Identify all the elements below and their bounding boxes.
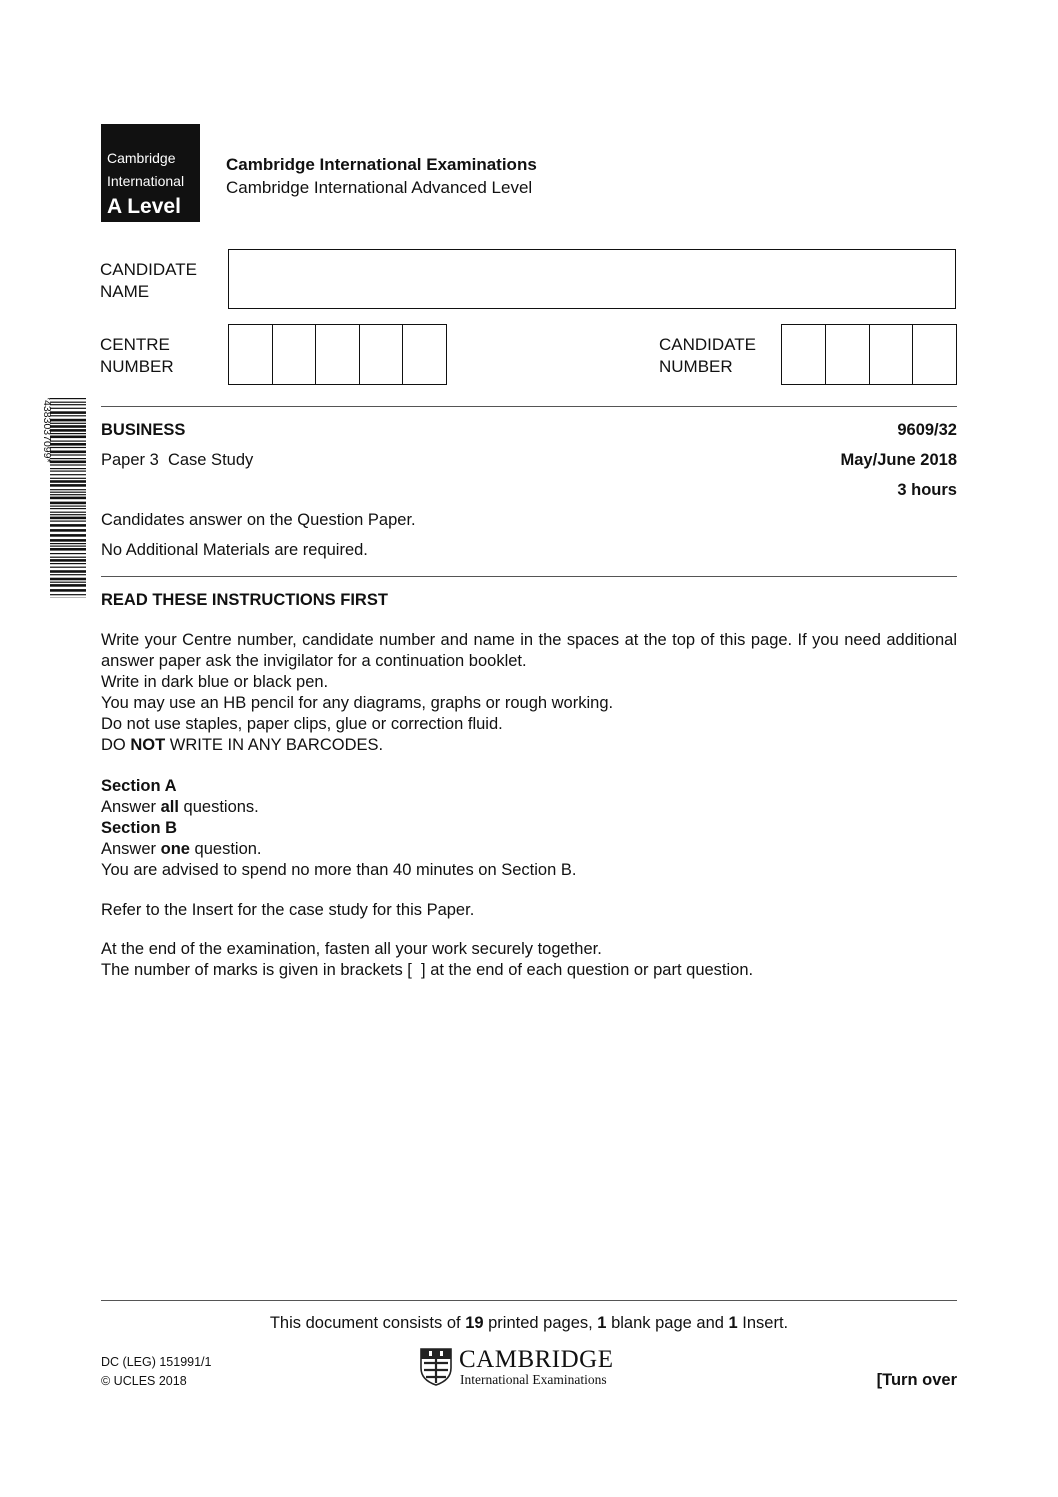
sections-block [101,776,957,881]
document-ref: DC (LEG) 151991/1 [101,1355,212,1369]
insert-note: Refer to the Insert for the case study for this Paper. [101,901,475,919]
centre-number-field[interactable] [228,324,447,385]
section-a-rule: Answer all questions. [101,798,259,816]
barcode-bars [38,398,86,598]
subject: BUSINESS [101,421,186,439]
page-count: This document consists of 19 printed pages, 1 blank page and 1 Insert. [269,1314,789,1332]
candidate-digit-box[interactable] [913,325,956,384]
centre-digit-box[interactable] [273,325,317,384]
instruction-staples: Do not use staples, paper clips, glue or correction fluid. [101,715,503,733]
qualification: Cambridge International Advanced Level [226,178,533,197]
section-a-heading: Section A [101,777,177,795]
candidate-number-field[interactable] [781,324,957,385]
centre-digit-box[interactable] [360,325,404,384]
turn-over: [Turn over [876,1371,957,1389]
cambridge-wordmark-sub: International Examinations [460,1372,607,1387]
candidate-number-label: CANDIDATE NUMBER [659,335,756,376]
materials-line-1: Candidates answer on the Question Paper. [101,511,416,529]
centre-digit-box[interactable] [403,325,446,384]
copyright: © UCLES 2018 [101,1374,187,1388]
materials-line-2: No Additional Materials are required. [101,541,368,559]
logo-line-3: A Level [107,195,181,218]
session: May/June 2018 [840,451,957,469]
section-b-advice: You are advised to spend no more than 40 minutes on Section B. [101,861,577,879]
section-b-rule: Answer one question. [101,840,262,858]
instructions-heading: READ THESE INSTRUCTIONS FIRST [101,591,388,609]
cambridge-wordmark: CAMBRIDGE [459,1346,614,1373]
instruction-barcodes: DO NOT WRITE IN ANY BARCODES. [101,736,384,754]
logo-line-2: International [107,173,185,189]
a-level-logo [101,124,200,222]
candidate-digit-box[interactable] [870,325,914,384]
instruction-pencil: You may use an HB pencil for any diagrams, graphs or rough working. [101,694,614,712]
end-instruction-fasten: At the end of the examination, fasten all your work securely together. [101,940,602,958]
paper-code: 9609/32 [897,421,957,439]
divider [101,576,957,577]
barcode [38,398,86,598]
candidate-digit-box[interactable] [826,325,870,384]
paper-title: Paper 3 Case Study [101,451,254,469]
end-instruction-marks: The number of marks is given in brackets [ ] at the end of each question or part question. [101,961,754,979]
section-b-heading: Section B [101,819,178,837]
duration: 3 hours [897,481,957,499]
logo-line-1: Cambridge [107,150,176,166]
cambridge-crest-icon [420,1348,452,1386]
instruction-pen: Write in dark blue or black pen. [101,673,329,691]
divider [101,406,957,407]
footer-divider [101,1300,957,1301]
end-block [101,939,957,981]
centre-number-label: CENTRE NUMBER [100,335,174,376]
candidate-name-label: CANDIDATE NAME [100,260,197,301]
barcode-digits: *4383037099* [41,398,53,463]
exam-board: Cambridge International Examinations [226,155,537,174]
instruction-centre-number: Write your Centre number, candidate number and name in the spaces at the top of this page. If you need additional answer paper ask the invigilator for a continuation booklet. [101,631,957,670]
candidate-digit-box[interactable] [782,325,826,384]
centre-digit-box[interactable] [316,325,360,384]
centre-digit-box[interactable] [229,325,273,384]
instructions-block [101,630,957,756]
candidate-name-field[interactable] [228,249,956,309]
